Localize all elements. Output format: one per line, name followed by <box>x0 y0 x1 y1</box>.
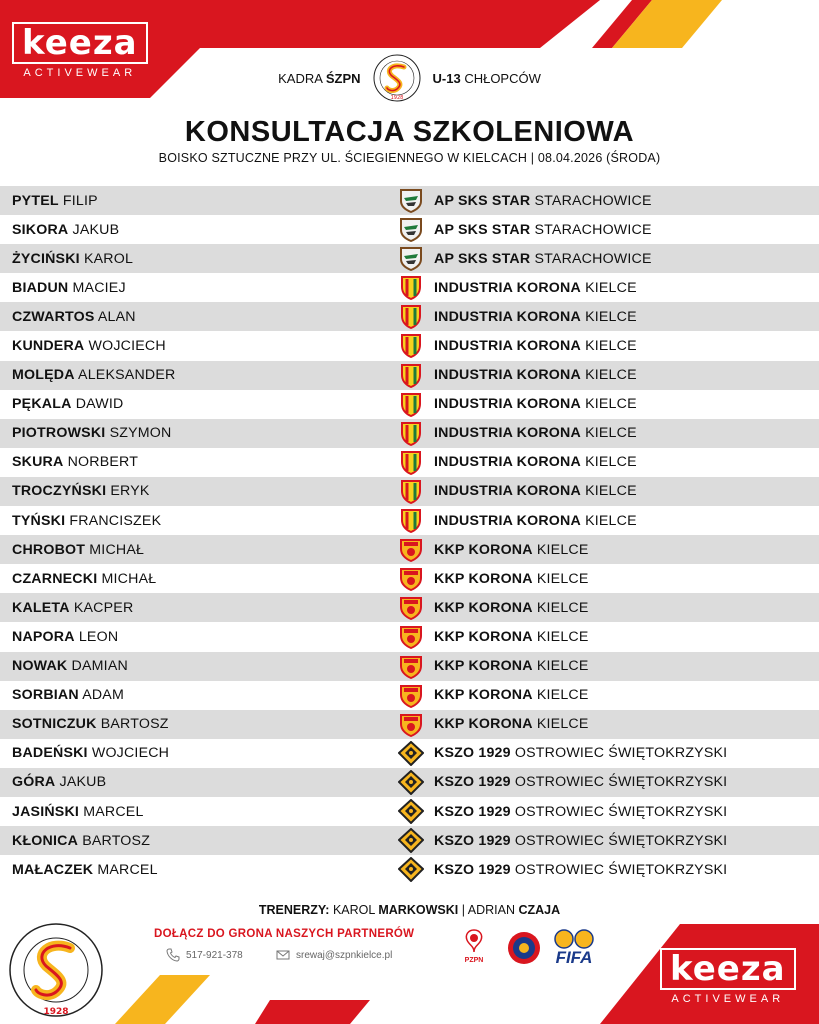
player-name <box>12 658 128 674</box>
club-name <box>434 600 589 616</box>
club-name-bold: INDUSTRIA KORONA <box>434 279 581 296</box>
player-name <box>12 745 169 761</box>
korona-badge-icon <box>398 392 424 417</box>
club-name-bold: KKP KORONA <box>434 599 533 616</box>
player-last-name: SIKORA <box>12 221 69 238</box>
player-row <box>0 390 819 419</box>
player-row <box>0 448 819 477</box>
club-name <box>434 716 589 732</box>
club-name-bold: KSZO 1929 <box>434 745 511 762</box>
kkp-badge-icon <box>398 712 424 737</box>
club-name-bold: AP SKS STAR <box>434 192 531 209</box>
player-last-name: KALETA <box>12 599 70 616</box>
player-row <box>0 186 819 215</box>
club-name-bold: INDUSTRIA KORONA <box>434 396 581 413</box>
club-name-rest: KIELCE <box>585 425 637 442</box>
player-first-name: KACPER <box>73 599 134 616</box>
club-name-bold: KSZO 1929 <box>434 774 511 791</box>
club-name-bold: KKP KORONA <box>434 716 533 733</box>
player-last-name: TYŃSKI <box>12 512 66 529</box>
kszo-badge-icon <box>398 857 424 882</box>
player-name <box>12 338 166 354</box>
mail-icon <box>276 948 290 962</box>
kszo-badge-icon <box>398 741 424 766</box>
korona-badge-icon <box>398 275 424 300</box>
player-row <box>0 535 819 564</box>
player-first-name: ALAN <box>97 308 136 325</box>
player-first-name: BARTOSZ <box>82 832 151 849</box>
club-name-rest: OSTROWIEC ŚWIĘTOKRZYSKI <box>514 861 728 878</box>
player-name <box>12 193 98 209</box>
player-last-name: PIOTROWSKI <box>12 425 106 442</box>
kkp-badge-icon <box>398 595 424 620</box>
player-roster <box>0 186 819 884</box>
club-name <box>434 425 637 441</box>
squad-label: KADRA ŚZPN <box>278 70 361 86</box>
player-name <box>12 716 169 732</box>
szpn-crest-large-icon <box>8 922 104 1018</box>
player-first-name: JAKUB <box>72 221 120 238</box>
player-first-name: KAROL <box>83 250 134 267</box>
svg-text:1928: 1928 <box>43 1007 69 1017</box>
player-row <box>0 797 819 826</box>
player-first-name: ERYK <box>110 483 150 500</box>
club-name-rest: KIELCE <box>585 454 637 471</box>
club-name-bold: KKP KORONA <box>434 687 533 704</box>
club-name-bold: INDUSTRIA KORONA <box>434 425 581 442</box>
svg-text:1928: 1928 <box>390 95 403 101</box>
club-name-bold: KKP KORONA <box>434 658 533 675</box>
footer-yellow-stripe <box>115 975 210 1024</box>
club-name <box>434 222 652 238</box>
club-name-bold: INDUSTRIA KORONA <box>434 308 581 325</box>
player-name <box>12 600 133 616</box>
player-first-name: BARTOSZ <box>100 716 169 733</box>
player-name <box>12 425 172 441</box>
player-row <box>0 361 819 390</box>
player-row <box>0 681 819 710</box>
club-name-rest: OSTROWIEC ŚWIĘTOKRZYSKI <box>514 774 728 791</box>
club-name-bold: KSZO 1929 <box>434 803 511 820</box>
club-name <box>434 542 589 558</box>
player-last-name: ŻYCIŃSKI <box>12 250 80 267</box>
kszo-badge-icon <box>398 770 424 795</box>
player-row <box>0 244 819 273</box>
pzpn-eagle-icon <box>462 928 486 956</box>
player-first-name: MARCEL <box>97 861 158 878</box>
player-last-name: SOTNICZUK <box>12 716 97 733</box>
player-row <box>0 419 819 448</box>
club-name <box>434 483 637 499</box>
contact-email[interactable]: srewaj@szpnkielce.pl <box>276 948 392 962</box>
club-name-rest: KIELCE <box>585 483 637 500</box>
club-name-bold: KSZO 1929 <box>434 832 511 849</box>
player-name <box>12 774 106 790</box>
player-last-name: KUNDERA <box>12 338 85 355</box>
player-last-name: NOWAK <box>12 658 68 675</box>
player-last-name: BADEŃSKI <box>12 745 88 762</box>
club-name <box>434 687 589 703</box>
player-name <box>12 454 138 470</box>
star-badge-icon <box>398 188 424 213</box>
player-name <box>12 862 158 878</box>
club-name <box>434 454 637 470</box>
player-first-name: JAKUB <box>59 774 107 791</box>
club-name-bold: KKP KORONA <box>434 570 533 587</box>
phone-icon <box>166 948 180 962</box>
player-row <box>0 215 819 244</box>
player-name <box>12 367 175 383</box>
player-name <box>12 280 126 296</box>
kkp-badge-icon <box>398 683 424 708</box>
kkp-badge-icon <box>398 566 424 591</box>
club-name-bold: INDUSTRIA KORONA <box>434 512 581 529</box>
korona-badge-icon <box>398 363 424 388</box>
keeza-logo-word: keeza <box>12 22 148 64</box>
korona-badge-icon <box>398 450 424 475</box>
club-name <box>434 658 589 674</box>
club-name-rest: STARACHOWICE <box>534 192 652 209</box>
club-name-bold: INDUSTRIA KORONA <box>434 367 581 384</box>
player-first-name: NORBERT <box>67 454 139 471</box>
contact-phone[interactable]: 517-921-378 <box>166 948 243 962</box>
szpn-crest-icon <box>373 54 421 102</box>
player-last-name: CZARNECKI <box>12 570 98 587</box>
player-first-name: SZYMON <box>109 425 172 442</box>
player-name <box>12 833 150 849</box>
player-first-name: DAWID <box>75 396 124 413</box>
player-last-name: GÓRA <box>12 774 56 791</box>
club-name <box>434 862 727 878</box>
player-row <box>0 273 819 302</box>
club-name-rest: KIELCE <box>585 367 637 384</box>
player-first-name: MICHAŁ <box>89 541 145 558</box>
korona-badge-icon <box>398 479 424 504</box>
coaches-line: TRENERZY: KAROL MARKOWSKI | ADRIAN CZAJA <box>258 903 561 917</box>
player-row <box>0 710 819 739</box>
player-name <box>12 222 119 238</box>
club-name-rest: KIELCE <box>585 396 637 413</box>
uefa-icon <box>506 930 542 966</box>
player-last-name: KŁONICA <box>12 832 79 849</box>
kszo-badge-icon <box>398 799 424 824</box>
player-first-name: FILIP <box>62 192 98 209</box>
uefa-logo <box>506 930 542 966</box>
player-last-name: SKURA <box>12 454 64 471</box>
age-group-label: U-13 CHŁOPCÓW <box>432 70 541 86</box>
club-name <box>434 833 727 849</box>
player-name <box>12 687 124 703</box>
club-name <box>434 629 589 645</box>
player-row <box>0 506 819 535</box>
club-name-rest: KIELCE <box>585 512 637 529</box>
player-last-name: PYTEL <box>12 192 59 209</box>
club-name-rest: KIELCE <box>536 599 589 616</box>
club-name-rest: KIELCE <box>536 541 589 558</box>
player-last-name: BIADUN <box>12 279 69 296</box>
club-name <box>434 338 637 354</box>
club-name-bold: INDUSTRIA KORONA <box>434 483 581 500</box>
player-name <box>12 629 118 645</box>
club-name <box>434 193 652 209</box>
player-last-name: MOLĘDA <box>12 367 75 384</box>
star-badge-icon <box>398 246 424 271</box>
fifa-globe-icon <box>554 928 594 950</box>
player-last-name: CZWARTOS <box>12 308 95 325</box>
keeza-logo-word: keeza <box>660 948 796 990</box>
club-name-rest: STARACHOWICE <box>534 250 652 267</box>
club-name <box>434 367 637 383</box>
player-row <box>0 477 819 506</box>
player-first-name: MACIEJ <box>72 279 126 296</box>
player-name <box>12 571 156 587</box>
player-name <box>12 396 123 412</box>
club-name <box>434 280 637 296</box>
kkp-badge-icon <box>398 654 424 679</box>
star-badge-icon <box>398 217 424 242</box>
club-name <box>434 396 637 412</box>
keeza-logo-sub: ACTIVEWEAR <box>23 67 137 79</box>
player-row <box>0 826 819 855</box>
kszo-badge-icon <box>398 828 424 853</box>
player-name <box>12 251 133 267</box>
player-last-name: SORBIAN <box>12 687 79 704</box>
club-name-rest: OSTROWIEC ŚWIĘTOKRZYSKI <box>514 803 728 820</box>
club-name <box>434 804 727 820</box>
keeza-logo-sub: ACTIVEWEAR <box>671 993 785 1005</box>
club-name <box>434 251 652 267</box>
pzpn-logo: PZPN <box>462 928 486 964</box>
club-name-bold: KKP KORONA <box>434 541 533 558</box>
club-name-rest: KIELCE <box>536 570 589 587</box>
korona-badge-icon <box>398 421 424 446</box>
player-row <box>0 564 819 593</box>
korona-badge-icon <box>398 304 424 329</box>
club-name-rest: KIELCE <box>536 658 589 675</box>
player-row <box>0 855 819 884</box>
club-name-bold: KKP KORONA <box>434 628 533 645</box>
kkp-badge-icon <box>398 537 424 562</box>
club-name-bold: INDUSTRIA KORONA <box>434 454 581 471</box>
player-first-name: ALEKSANDER <box>78 367 176 384</box>
keeza-logo-bottom <box>660 948 796 1005</box>
player-row <box>0 593 819 622</box>
korona-badge-icon <box>398 508 424 533</box>
club-name-bold: KSZO 1929 <box>434 861 511 878</box>
kkp-badge-icon <box>398 624 424 649</box>
player-row <box>0 739 819 768</box>
player-first-name: WOJCIECH <box>91 745 170 762</box>
club-name-rest: OSTROWIEC ŚWIĘTOKRZYSKI <box>514 745 728 762</box>
player-first-name: MICHAŁ <box>101 570 157 587</box>
player-row <box>0 652 819 681</box>
player-row <box>0 768 819 797</box>
korona-badge-icon <box>398 333 424 358</box>
page-title: KONSULTACJA SZKOLENIOWA <box>184 116 635 148</box>
player-last-name: CHROBOT <box>12 541 86 558</box>
squad-header <box>0 54 819 102</box>
player-last-name: TROCZYŃSKI <box>12 483 107 500</box>
player-name <box>12 483 150 499</box>
club-name-bold: INDUSTRIA KORONA <box>434 338 581 355</box>
player-row <box>0 622 819 651</box>
club-name-rest: KIELCE <box>585 279 637 296</box>
club-name-rest: OSTROWIEC ŚWIĘTOKRZYSKI <box>514 832 728 849</box>
player-row <box>0 331 819 360</box>
player-first-name: DAMIAN <box>71 658 128 675</box>
club-name-rest: KIELCE <box>536 687 589 704</box>
player-last-name: NAPORA <box>12 628 75 645</box>
player-first-name: ADAM <box>82 687 124 704</box>
player-last-name: MAŁACZEK <box>12 861 94 878</box>
player-name <box>12 309 136 325</box>
club-name-rest: KIELCE <box>585 308 637 325</box>
player-last-name: JASIŃSKI <box>12 803 80 820</box>
player-name <box>12 513 161 529</box>
club-name <box>434 309 637 325</box>
club-name <box>434 774 727 790</box>
club-name-rest: KIELCE <box>585 338 637 355</box>
page-subtitle: BOISKO SZTUCZNE PRZY UL. ŚCIEGIENNEGO W KIELCACH | 08.04.2026 (ŚRODA) <box>158 151 661 165</box>
fifa-logo: FIFA <box>554 928 594 966</box>
player-name <box>12 542 144 558</box>
club-name-bold: AP SKS STAR <box>434 221 531 238</box>
club-name-bold: AP SKS STAR <box>434 250 531 267</box>
club-name <box>434 745 727 761</box>
partners-title: DOŁĄCZ DO GRONA NASZYCH PARTNERÓW <box>154 928 415 940</box>
player-name <box>12 804 144 820</box>
club-name <box>434 571 589 587</box>
player-first-name: WOJCIECH <box>88 338 166 355</box>
club-name-rest: KIELCE <box>536 628 589 645</box>
player-last-name: PĘKALA <box>12 396 72 413</box>
club-name-rest: STARACHOWICE <box>534 221 652 238</box>
player-row <box>0 302 819 331</box>
player-first-name: LEON <box>78 628 119 645</box>
club-name-rest: KIELCE <box>536 716 589 733</box>
player-first-name: FRANCISZEK <box>69 512 162 529</box>
player-first-name: MARCEL <box>83 803 144 820</box>
club-name <box>434 513 637 529</box>
